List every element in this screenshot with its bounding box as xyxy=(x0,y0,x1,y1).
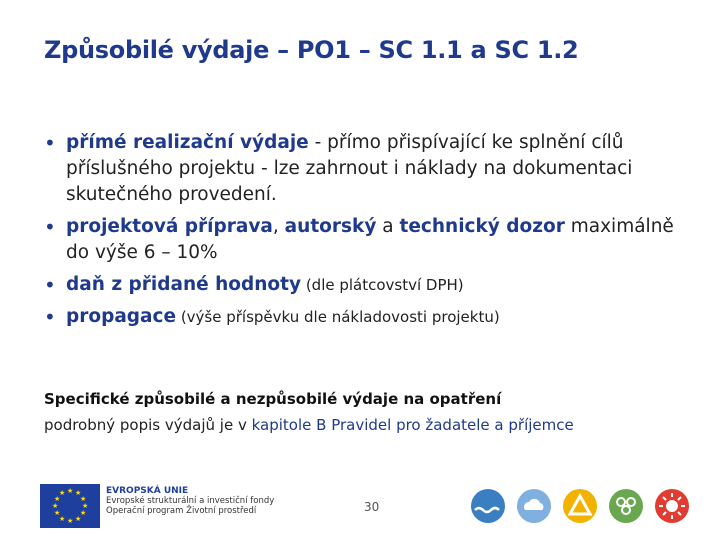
specific-costs-section xyxy=(44,386,574,438)
bullet-item-vat xyxy=(44,272,684,298)
air-logo-icon xyxy=(516,488,552,524)
page-number: 30 xyxy=(364,500,380,514)
bullet-text: (dle plátcovství DPH) xyxy=(301,276,464,294)
slide-title: Způsobilé výdaje – PO1 – SC 1.1 a SC 1.2 xyxy=(44,36,579,64)
bullet-highlight: propagace xyxy=(66,306,177,327)
bullet-highlight: projektová příprava xyxy=(66,216,273,237)
bullet-text: , xyxy=(272,216,285,237)
eu-flag-icon: ★ ★ ★ ★ ★ ★ ★ ★ ★ ★ ★ ★ xyxy=(40,484,100,528)
nature-logo-icon xyxy=(608,488,644,524)
bullet-highlight: technický dozor xyxy=(399,216,565,237)
bullet-highlight: přímé realizační výdaje xyxy=(66,132,309,153)
bullet-highlight: autorský xyxy=(284,216,377,237)
water-logo-icon xyxy=(470,488,506,524)
bullet-item-project-preparation xyxy=(44,214,684,266)
operational-programme-line: Operační program Životní prostředí xyxy=(106,506,257,516)
bullet-text: maximálně do výše 6 – 10% xyxy=(66,216,674,263)
bullet-item-promotion xyxy=(44,304,684,330)
bullet-highlight: daň z přidané hodnoty xyxy=(66,274,302,295)
eu-funding-text xyxy=(106,486,274,516)
bullet-list xyxy=(44,130,684,336)
bullet-item-direct-costs xyxy=(44,130,684,208)
rules-chapter-link[interactable]: kapitole B Pravidel pro žadatele a příjemce xyxy=(251,416,574,434)
eu-name: EVROPSKÁ UNIE xyxy=(106,486,189,496)
energy-logo-icon xyxy=(654,488,690,524)
bullet-text: a xyxy=(376,216,400,237)
bullet-text: (výše příspěvku dle nákladovosti projektu) xyxy=(176,308,500,326)
waste-logo-icon xyxy=(562,488,598,524)
specific-costs-prefix: podrobný popis výdajů je v xyxy=(44,416,252,434)
footer xyxy=(0,468,720,540)
eu-funds-line: Evropské strukturální a investiční fondy xyxy=(106,496,275,506)
specific-costs-heading: Specifické způsobilé a nezpůsobilé výdaje na opatření xyxy=(44,390,502,408)
specific-costs-text xyxy=(44,412,574,438)
bullet-text: - přímo přispívající ke splnění cílů příslušného projektu - lze zahrnout i náklady na dokumentaci skutečného provedení. xyxy=(66,132,633,205)
